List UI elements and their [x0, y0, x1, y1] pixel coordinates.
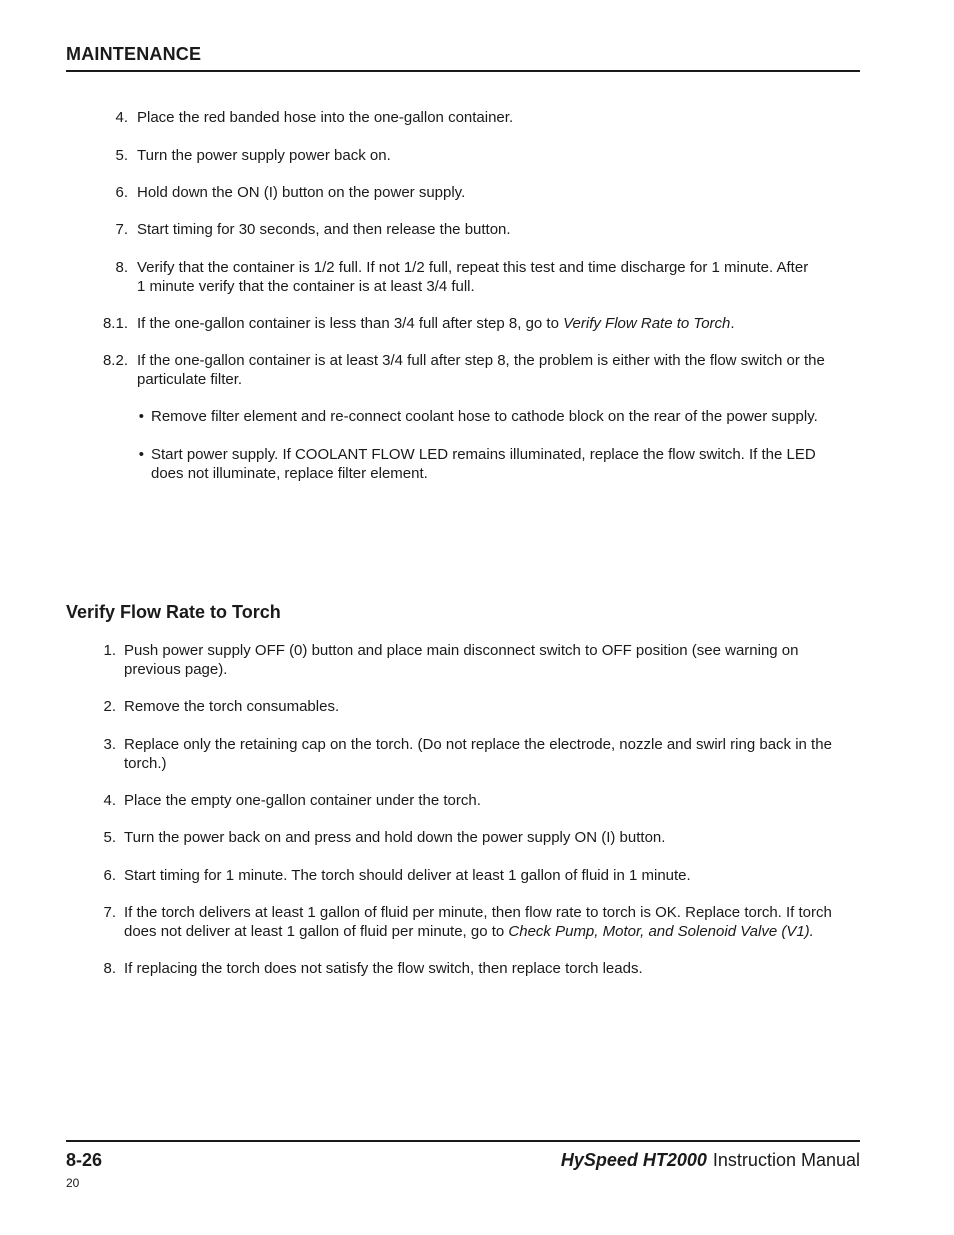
bullet-marker: •: [138, 408, 144, 425]
list-item: [0, 108, 954, 128]
list-item: [0, 866, 954, 886]
page-number: 8-26: [66, 1150, 103, 1170]
manual-title-text: Instruction Manual: [712, 1150, 860, 1170]
product-brand: HySpeed HT2000: [560, 1150, 707, 1170]
header-rule: [66, 70, 860, 72]
step-text-line: particulate filter.: [137, 371, 243, 388]
step-number: 4.: [115, 109, 128, 126]
step-text: Start timing for 1 minute. The torch should deliver at least 1 gallon of fluid in 1 minute.: [124, 867, 691, 884]
list-item: [0, 314, 954, 334]
bullet-marker: •: [138, 446, 144, 463]
step-text: If replacing the torch does not satisfy the flow switch, then replace torch leads.: [124, 960, 643, 977]
step-text: Turn the power back on and press and hold down the power supply ON (I) button.: [124, 829, 666, 846]
step-number: 8.: [115, 259, 128, 276]
step-text: Hold down the ON (I) button on the power supply.: [137, 184, 466, 201]
list-item: [0, 258, 954, 298]
step-text-part: does not deliver at least 1 gallon of fluid per minute, go to: [124, 923, 509, 940]
step-number: 3.: [103, 736, 116, 753]
bullet-item: [0, 445, 954, 485]
list-item: [0, 697, 954, 717]
step-text: Place the red banded hose into the one-gallon container.: [137, 109, 514, 126]
step-text-line: Replace only the retaining cap on the torch. (Do not replace the electrode, nozzle and swirl ring back in the: [124, 736, 832, 753]
cross-reference-link[interactable]: Check Pump, Motor, and Solenoid Valve (V1).: [508, 923, 814, 940]
list-item: [0, 351, 954, 391]
list-item: [0, 641, 954, 681]
cross-reference-link[interactable]: Verify Flow Rate to Torch: [563, 315, 731, 332]
step-text-line: previous page).: [124, 661, 228, 678]
step-number: 7.: [103, 904, 116, 921]
page-index: 20: [66, 1176, 80, 1190]
bullet-item: [0, 407, 954, 427]
step-text-part: .: [730, 315, 735, 332]
step-text-line: If the one-gallon container is at least 3/4 full after step 8, the problem is either with the flow switch or the: [137, 352, 825, 369]
step-text: Turn the power supply power back on.: [137, 147, 391, 164]
step-number: 2.: [103, 698, 116, 715]
bullet-text-line: Start power supply. If COOLANT FLOW LED remains illuminated, replace the flow switch. If the LED: [151, 446, 816, 463]
section-header: MAINTENANCE: [66, 44, 202, 64]
list-item: [0, 183, 954, 203]
step-text-line: 1 minute verify that the container is at least 3/4 full.: [137, 278, 475, 295]
step-number: 6.: [115, 184, 128, 201]
step-text: Remove the torch consumables.: [124, 698, 340, 715]
manual-title: [561, 1150, 860, 1171]
step-text-part: If the one-gallon container is less than 3/4 full after step 8, go to: [137, 315, 564, 332]
bullet-text: Remove filter element and re-connect coolant hose to cathode block on the rear of the power supply.: [151, 408, 818, 425]
step-text-line: If the torch delivers at least 1 gallon of fluid per minute, then flow rate to torch is OK. Replace torch. If torch: [124, 904, 832, 921]
bullet-text-line: does not illuminate, replace filter element.: [151, 465, 428, 482]
list-item: [0, 903, 954, 943]
step-number: 8.2.: [102, 352, 128, 369]
step-text-line: Verify that the container is 1/2 full. If not 1/2 full, repeat this test and time discharge for 1 minute. After: [137, 259, 809, 276]
footer-rule: [66, 1140, 860, 1142]
step-number: 8.: [103, 960, 116, 977]
list-item: [0, 959, 954, 979]
step-number: 5.: [103, 829, 116, 846]
list-item: [0, 735, 954, 775]
step-text: Start timing for 30 seconds, and then release the button.: [137, 221, 511, 238]
step-number: 5.: [115, 147, 128, 164]
list-item: [0, 220, 954, 240]
section-subheading: Verify Flow Rate to Torch: [66, 602, 281, 622]
step-number: 1.: [103, 642, 116, 659]
step-number: 4.: [103, 792, 116, 809]
step-text-line: torch.): [124, 755, 167, 772]
step-text-line: Push power supply OFF (0) button and place main disconnect switch to OFF position (see warning on: [124, 642, 799, 659]
step-text: Place the empty one-gallon container under the torch.: [124, 792, 481, 809]
list-item: [0, 828, 954, 848]
step-number: 8.1.: [102, 315, 128, 332]
step-text-line: [124, 922, 814, 941]
step-number: 7.: [115, 221, 128, 238]
step-text: [137, 314, 735, 333]
list-item: [0, 791, 954, 811]
list-item: [0, 146, 954, 166]
step-number: 6.: [103, 867, 116, 884]
